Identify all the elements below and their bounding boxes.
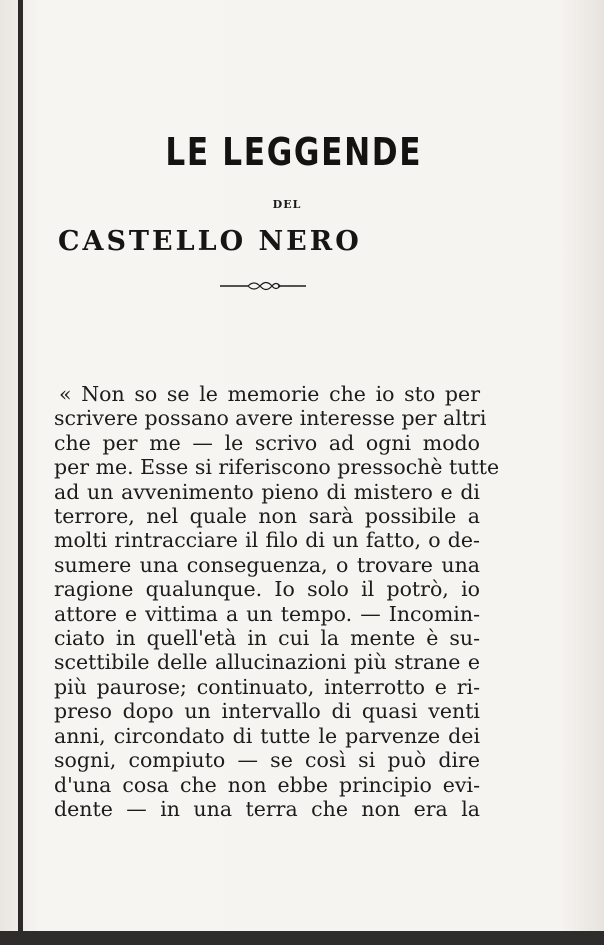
text-line: ragione qualunque. Io solo il potrò, io [54, 577, 480, 602]
text-line: ad un avvenimento pieno di mistero e di [54, 479, 480, 504]
text-line: d'una cosa che non ebbe principio evi- [54, 772, 480, 797]
flourish-divider-icon [218, 276, 308, 296]
text-line: terrore, nel quale non sarà possibile a [54, 504, 480, 529]
text-line: « Non so se le memorie che io sto per [59, 382, 480, 406]
text-line: scettibile delle allucinazioni più strane e [54, 650, 480, 675]
subtitle-main: CASTELLO NERO [58, 226, 362, 257]
text-line: molti rintracciare il filo di un fatto, o de- [54, 528, 480, 553]
subtitle-del-text: DEL [272, 198, 302, 211]
text-line: sumere una conseguenza, o trovare una [54, 552, 480, 577]
text-line: ciato in quell'età in cui la mente è su- [54, 626, 480, 651]
text-line: attore e vittima a un tempo. — Incomin- [54, 601, 480, 626]
text-line: dente — in una terra che non era la [54, 796, 480, 821]
text-line: anni, circondato di tutte le parvenze dei [54, 723, 480, 748]
text-line: scrivere possano avere interesse per altri [54, 406, 487, 431]
text-line: più paurose; continuato, interrotto e ri- [54, 674, 480, 699]
text-line: sogni, compiuto — se così si può dire [54, 748, 480, 773]
text-line: preso dopo un intervallo di quasi venti [54, 699, 480, 724]
page-title [54, 130, 549, 174]
subtitle-del [0, 198, 604, 211]
page-bottom-edge [0, 931, 604, 945]
text-line: per me. Esse si riferiscono pressochè tutte [54, 455, 500, 480]
page-title-text: LE LEGGENDE [165, 130, 423, 174]
text-line: che per me — le scrivo ad ogni modo [54, 430, 480, 455]
book-spine-edge [18, 0, 23, 945]
body-paragraph [54, 382, 500, 821]
